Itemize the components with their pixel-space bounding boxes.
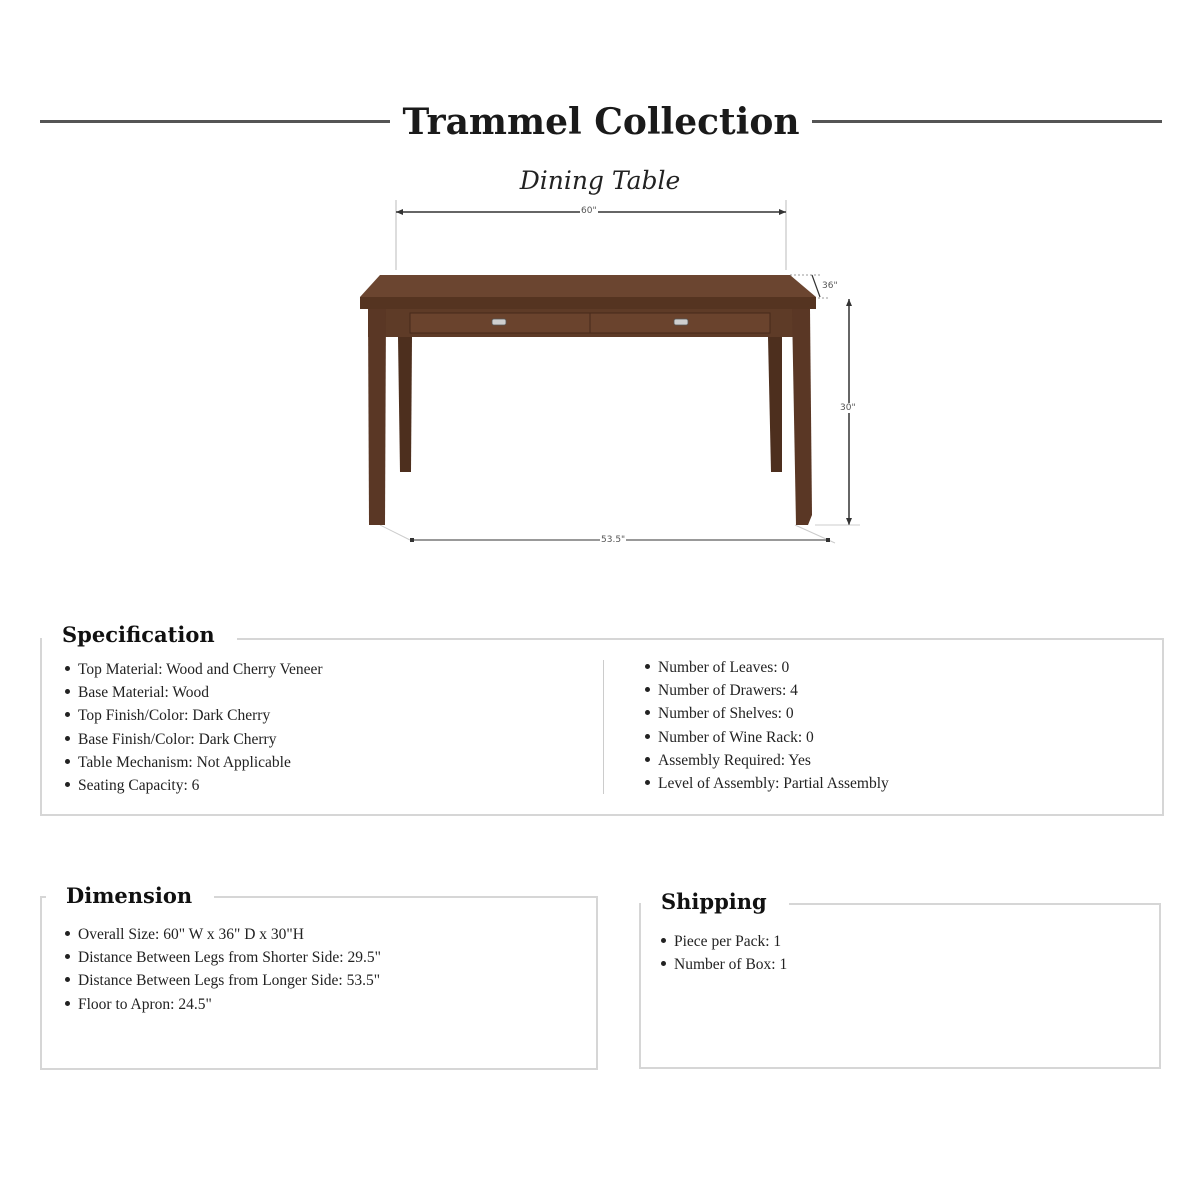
spec-item: Level of Assembly: Partial Assembly	[645, 772, 889, 795]
width-dimension-label: 60"	[581, 206, 597, 216]
bullet-icon	[65, 666, 70, 671]
bullet-icon	[645, 734, 650, 739]
bullet-icon	[65, 1001, 70, 1006]
specification-heading: Specification	[42, 622, 237, 647]
dining-table-illustration	[350, 195, 870, 555]
spec-item: Base Finish/Color: Dark Cherry	[65, 728, 323, 751]
collection-title-text: Trammel Collection	[390, 101, 811, 143]
spec-item: Base Material: Wood	[65, 681, 323, 704]
bullet-icon	[65, 954, 70, 959]
spec-item: Seating Capacity: 6	[65, 774, 323, 797]
bullet-icon	[645, 757, 650, 762]
shipping-item: Number of Box: 1	[661, 953, 787, 976]
spec-item: Top Material: Wood and Cherry Veneer	[65, 658, 323, 681]
dimension-panel	[40, 883, 598, 1070]
bullet-icon	[65, 759, 70, 764]
spec-item: Number of Drawers: 4	[645, 679, 889, 702]
bullet-icon	[661, 938, 666, 943]
dimension-item: Distance Between Legs from Shorter Side: 29.5"	[65, 946, 381, 969]
bullet-icon	[65, 782, 70, 787]
spec-item: Number of Leaves: 0	[645, 656, 889, 679]
shipping-heading: Shipping	[641, 889, 789, 914]
specification-panel	[40, 622, 1164, 816]
shipping-item: Piece per Pack: 1	[661, 930, 787, 953]
specification-list-right	[645, 656, 889, 795]
height-dimension-label: 30"	[840, 403, 856, 413]
dimension-item: Overall Size: 60" W x 36" D x 30"H	[65, 923, 381, 946]
bullet-icon	[65, 931, 70, 936]
dimension-heading: Dimension	[46, 883, 214, 908]
specification-list-left	[65, 658, 323, 797]
bullet-icon	[645, 664, 650, 669]
bullet-icon	[645, 687, 650, 692]
collection-title	[40, 98, 1162, 146]
bullet-icon	[661, 961, 666, 966]
bullet-icon	[65, 736, 70, 741]
bullet-icon	[65, 712, 70, 717]
dimension-list	[65, 923, 381, 1016]
shipping-panel	[639, 889, 1161, 1069]
bullet-icon	[65, 977, 70, 982]
spec-item: Number of Shelves: 0	[645, 702, 889, 725]
dining-table-diagram	[350, 195, 870, 555]
depth-dimension-label: 36"	[822, 281, 838, 291]
dimension-item: Floor to Apron: 24.5"	[65, 993, 381, 1016]
shipping-list	[661, 930, 787, 976]
dimension-item: Distance Between Legs from Longer Side: 53.5"	[65, 969, 381, 992]
leg-span-dimension-label: 53.5"	[601, 535, 626, 545]
bullet-icon	[645, 710, 650, 715]
bullet-icon	[645, 780, 650, 785]
spec-item: Top Finish/Color: Dark Cherry	[65, 704, 323, 727]
spec-item: Number of Wine Rack: 0	[645, 726, 889, 749]
spec-item: Assembly Required: Yes	[645, 749, 889, 772]
bullet-icon	[65, 689, 70, 694]
collection-header	[40, 98, 1162, 146]
product-subtitle: Dining Table	[519, 166, 681, 195]
spec-item: Table Mechanism: Not Applicable	[65, 751, 323, 774]
column-divider	[603, 660, 604, 794]
